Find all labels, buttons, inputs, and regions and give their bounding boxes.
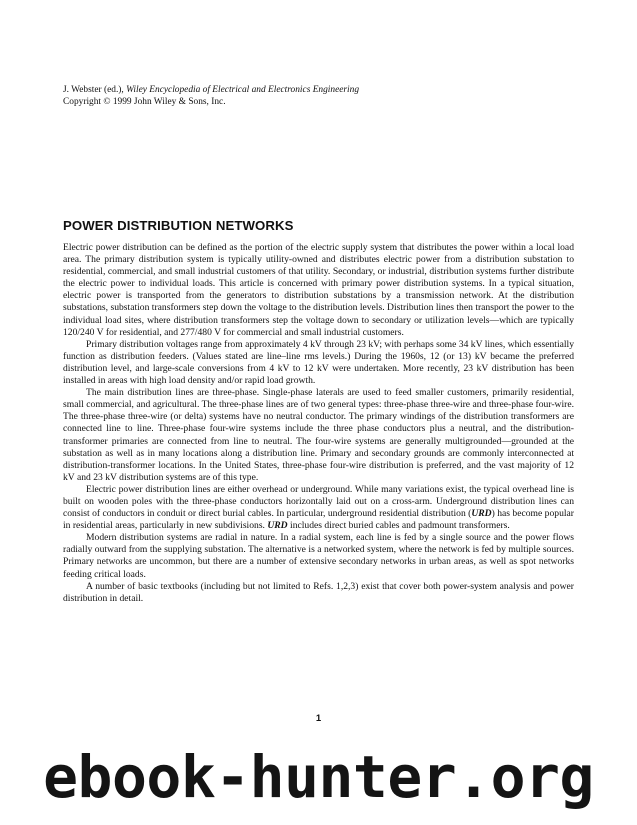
paragraph-6: A number of basic textbooks (including but not limited to Refs. 1,2,3) exist that cover both power-system analysis and power distribution in detail. [63, 580, 574, 604]
citation-header [63, 84, 359, 108]
paragraph-4-text-c: includes direct buried cables and padmount transformers. [287, 520, 510, 532]
citation-editor: J. Webster (ed.), [63, 85, 127, 95]
citation-line-1 [63, 84, 359, 96]
paragraph-4-text-a: Electric power distribution lines are either overhead or underground. While many variations exist, the typical overhead line is built on wooden poles with the three-phase conductors horizontally laid out on a cross-arm. Underground distribution lines can consist of conductors in conduit or direct burial cables. In particular, underground residential distribution ( [63, 483, 574, 520]
paragraph-5: Modern distribution systems are radial in nature. In a radial system, each line is fed by a single source and the power flows radially outward from the supplying substation. The alternative is a networked system, where the network is fed by multiple sources. Primary networks are uncommon, but there are a number of extensive secondary networks in urban areas, as well as spot networks feeding critical loads. [63, 532, 574, 580]
paragraph-4 [63, 484, 574, 532]
article-body [63, 242, 574, 605]
urd-term: URD [471, 508, 492, 520]
article-title: POWER DISTRIBUTION NETWORKS [63, 218, 294, 233]
paragraph-2: Primary distribution voltages range from approximately 4 kV through 23 kV; with perhaps some 34 kV lines, which essentially function as distribution feeders. (Values stated are line–line rms levels.) During the 1960s, 12 (or 13) kV became the preferred distribution level, and large-scale conversions from 4 kV to 12 kV were undertaken. More recently, 23 kV distribution has been installed in areas with high load density and/or rapid load growth. [63, 338, 574, 387]
urd-term: URD [267, 520, 288, 532]
paragraph-3: The main distribution lines are three-phase. Single-phase laterals are used to feed smaller customers, primarily residential, small commercial, and agricultural. The three-phase lines are of two general types: three-phase three-wire and three-phase four-wire. The three-phase three-wire (or delta) systems have no neutral conductor. The primary windings of the distribution transformers are connected line to line. Three-phase four-wire systems include the three phase conductors plus a neutral, and the distribution-transformer primaries are connected from line to neutral. The four-wire systems are generally multigrounded—grounded at the substation as well as in many locations along a distribution line. Primary and secondary grounds are commonly interconnected at distribution-transformer locations. In the United States, three-phase four-wire distribution is preferred, and the vast majority of 12 kV and 23 kV distribution systems are of this type. [63, 387, 574, 483]
copyright-line: Copyright © 1999 John Wiley & Sons, Inc. [63, 97, 226, 107]
citation-book-title: Wiley Encyclopedia of Electrical and Electronics Engineering [126, 85, 360, 95]
watermark: ebook-hunter.org [43, 743, 594, 811]
page-number: 1 [315, 713, 322, 724]
paragraph-1: Electric power distribution can be defined as the portion of the electric supply system that distributes the power within a local load area. The primary distribution system is typically utility-owned and distributes electric power from a distribution substation to residential, commercial, and small industrial customers of that utility. Secondary, or industrial, distribution systems further distribute the electric power to individual loads. This article is concerned with primary power distribution systems. In a typical situation, electric power is transported from the generators to distribution substations by a transmission network. At the distribution substations, substation transformers step down the voltage to the distribution levels. Distribution lines then transport the power to the individual load sites, where distribution transformers step the voltage down to secondary or utilization levels—which are typically 120/240 V for residential, and 277/480 V for commercial and small industrial customers. [63, 242, 574, 338]
paragraph-4-text-b: ) has become popular in residential areas, particularly in new subdivisions. [63, 508, 574, 532]
